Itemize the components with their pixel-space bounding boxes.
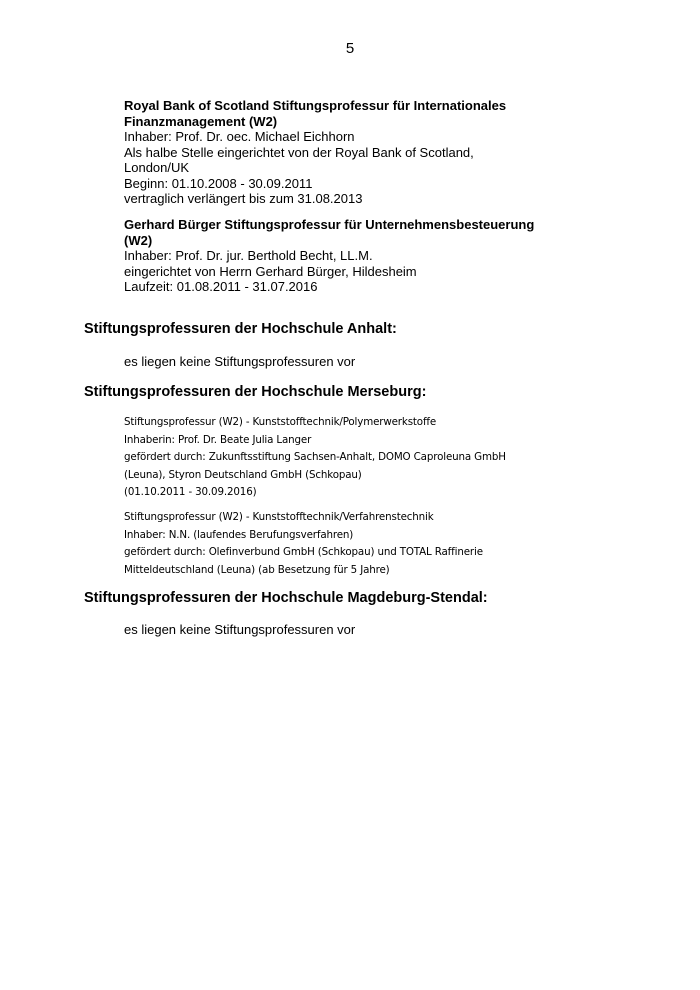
entry-title-line: Finanzmanagement (W2) xyxy=(124,113,278,129)
entry-extension: vertraglich verlängert bis zum 31.08.2013 xyxy=(124,191,363,206)
entry-period: (01.10.2011 - 30.09.2016) xyxy=(124,486,257,498)
entry-funding: Mitteldeutschland (Leuna) (ab Besetzung für 5 Jahre) xyxy=(124,563,390,576)
section-note-anhalt: es liegen keine Stiftungsprofessuren vor xyxy=(124,354,356,369)
entry-funding: gefördert durch: Olefinverbund GmbH (Schkopau) und TOTAL Raffinerie xyxy=(124,546,483,558)
entry-detail: London/UK xyxy=(124,160,190,175)
entry-holder: Inhaberin: Prof. Dr. Beate Julia Langer xyxy=(124,433,312,446)
section-heading-merseburg: Stiftungsprofessuren der Hochschule Merseburg: xyxy=(84,384,427,400)
professorship-entry-rbs xyxy=(124,98,624,207)
entry-holder: Inhaber: Prof. Dr. jur. Berthold Becht, LL.M. xyxy=(124,248,373,263)
section-heading-anhalt: Stiftungsprofessuren der Hochschule Anhalt: xyxy=(84,321,397,337)
section-heading-magdeburg-stendal: Stiftungsprofessuren der Hochschule Magdeburg-Stendal: xyxy=(84,590,488,606)
entry-title-line: Gerhard Bürger Stiftungsprofessur für Unternehmensbesteuerung xyxy=(124,217,535,232)
entry-title-line: Royal Bank of Scotland Stiftungsprofessur für Internationales xyxy=(124,98,507,113)
entry-holder: Inhaber: N.N. (laufendes Berufungsverfahren) xyxy=(124,528,354,541)
professorship-entry-merseburg-1 xyxy=(124,414,624,502)
entry-period: Laufzeit: 01.08.2011 - 31.07.2016 xyxy=(124,279,318,294)
entry-detail: Als halbe Stelle eingerichtet von der Royal Bank of Scotland, xyxy=(124,144,474,160)
entry-holder: Inhaber: Prof. Dr. oec. Michael Eichhorn xyxy=(124,129,355,144)
entry-detail: eingerichtet von Herrn Gerhard Bürger, Hildesheim xyxy=(124,263,417,279)
entry-title-line: (W2) xyxy=(124,232,153,248)
entry-title: Stiftungsprofessur (W2) - Kunststofftechnik/Polymerwerkstoffe xyxy=(124,416,437,428)
entry-funding: (Leuna), Styron Deutschland GmbH (Schkopau) xyxy=(124,468,362,481)
entry-funding: gefördert durch: Zukunftsstiftung Sachsen-Anhalt, DOMO Caproleuna GmbH xyxy=(124,451,506,463)
professorship-entry-buerger xyxy=(124,217,624,295)
entry-title: Stiftungsprofessur (W2) - Kunststofftechnik/Verfahrenstechnik xyxy=(124,511,434,523)
section-note-magdeburg-stendal: es liegen keine Stiftungsprofessuren vor xyxy=(124,622,356,637)
professorship-entry-merseburg-2 xyxy=(124,509,624,579)
entry-period: Beginn: 01.10.2008 - 30.09.2011 xyxy=(124,175,313,191)
page-number: 5 xyxy=(345,40,355,57)
